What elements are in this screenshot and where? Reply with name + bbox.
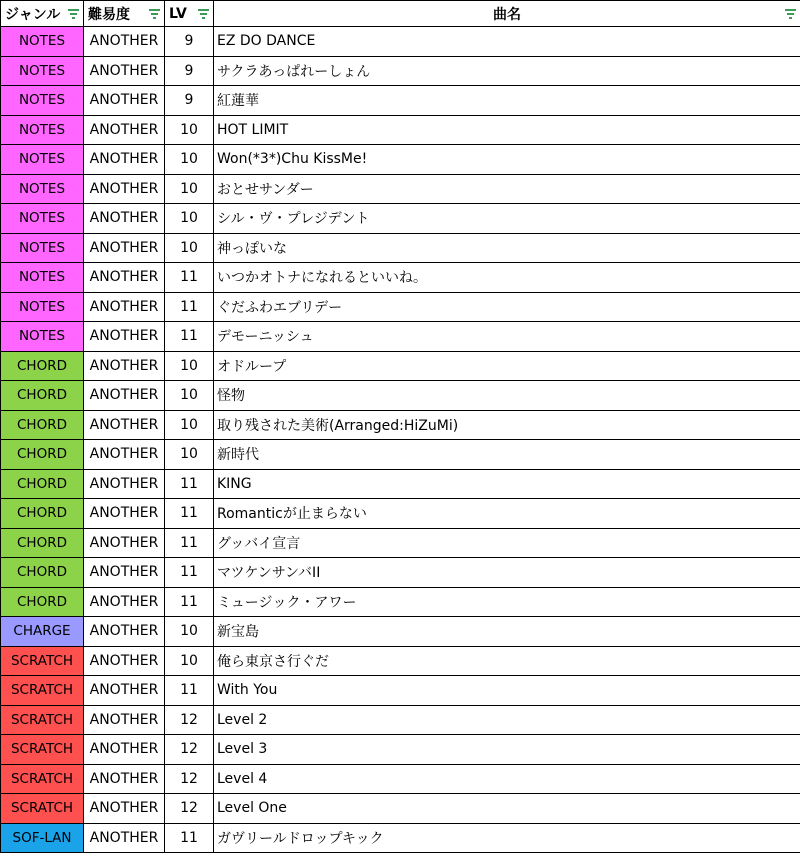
difficulty-cell[interactable]: ANOTHER — [84, 263, 165, 293]
table-row[interactable] — [1, 233, 800, 263]
difficulty-cell[interactable]: ANOTHER — [84, 204, 165, 234]
title-cell[interactable]: ぐだふわエブリデー — [214, 292, 800, 322]
genre-cell[interactable]: SCRATCH — [1, 676, 84, 706]
table-row[interactable] — [1, 705, 800, 735]
title-cell[interactable]: With You — [214, 676, 800, 706]
genre-cell[interactable]: CHORD — [1, 469, 84, 499]
table-row[interactable] — [1, 558, 800, 588]
difficulty-cell[interactable]: ANOTHER — [84, 56, 165, 86]
genre-cell[interactable]: CHORD — [1, 558, 84, 588]
table-row[interactable] — [1, 794, 800, 824]
genre-cell[interactable]: NOTES — [1, 233, 84, 263]
difficulty-cell[interactable]: ANOTHER — [84, 351, 165, 381]
table-row[interactable] — [1, 56, 800, 86]
level-cell[interactable]: 10 — [165, 233, 214, 263]
level-cell[interactable]: 10 — [165, 351, 214, 381]
level-cell[interactable]: 12 — [165, 705, 214, 735]
level-cell[interactable]: 9 — [165, 27, 214, 57]
title-cell[interactable]: ミュージック・アワー — [214, 587, 800, 617]
table-row[interactable] — [1, 528, 800, 558]
genre-cell[interactable]: CHORD — [1, 499, 84, 529]
title-cell[interactable]: シル・ヴ・プレジデント — [214, 204, 800, 234]
difficulty-cell[interactable]: ANOTHER — [84, 322, 165, 352]
level-cell[interactable]: 11 — [165, 823, 214, 853]
table-row[interactable] — [1, 322, 800, 352]
level-cell[interactable]: 11 — [165, 558, 214, 588]
genre-cell[interactable]: NOTES — [1, 322, 84, 352]
difficulty-cell[interactable]: ANOTHER — [84, 735, 165, 765]
table-row[interactable] — [1, 381, 800, 411]
table-row[interactable] — [1, 499, 800, 529]
difficulty-cell[interactable]: ANOTHER — [84, 528, 165, 558]
column-header-title-label: 曲名 — [493, 6, 521, 23]
level-cell[interactable]: 10 — [165, 115, 214, 145]
title-cell[interactable]: 取り残された美術(Arranged:HiZuMi) — [214, 410, 800, 440]
level-cell[interactable]: 9 — [165, 56, 214, 86]
level-cell[interactable]: 12 — [165, 735, 214, 765]
difficulty-cell[interactable]: ANOTHER — [84, 440, 165, 470]
title-cell[interactable]: Romanticが止まらない — [214, 499, 800, 529]
title-cell[interactable]: 新時代 — [214, 440, 800, 470]
difficulty-cell[interactable]: ANOTHER — [84, 794, 165, 824]
level-cell[interactable]: 10 — [165, 145, 214, 175]
title-cell[interactable]: サクラあっぱれーしょん — [214, 56, 800, 86]
column-header-level-label: LV — [169, 5, 187, 22]
difficulty-cell[interactable]: ANOTHER — [84, 233, 165, 263]
title-cell[interactable]: 新宝島 — [214, 617, 800, 647]
genre-cell[interactable]: NOTES — [1, 145, 84, 175]
level-cell[interactable]: 10 — [165, 204, 214, 234]
title-cell[interactable]: 紅蓮華 — [214, 86, 800, 116]
title-cell[interactable]: おとせサンダー — [214, 174, 800, 204]
difficulty-cell[interactable]: ANOTHER — [84, 410, 165, 440]
difficulty-cell[interactable]: ANOTHER — [84, 381, 165, 411]
column-header-genre[interactable] — [1, 1, 84, 27]
column-header-difficulty[interactable] — [84, 1, 165, 27]
genre-cell[interactable]: SCRATCH — [1, 735, 84, 765]
level-cell[interactable]: 12 — [165, 764, 214, 794]
title-cell[interactable]: ガヴリールドロップキック — [214, 823, 800, 853]
level-cell[interactable]: 11 — [165, 322, 214, 352]
table-row[interactable] — [1, 292, 800, 322]
genre-cell[interactable]: NOTES — [1, 115, 84, 145]
genre-cell[interactable]: CHORD — [1, 381, 84, 411]
level-cell[interactable]: 10 — [165, 440, 214, 470]
table-row[interactable] — [1, 764, 800, 794]
filter-icon[interactable] — [68, 9, 79, 19]
title-cell[interactable]: Level 3 — [214, 735, 800, 765]
title-cell[interactable]: Level One — [214, 794, 800, 824]
difficulty-cell[interactable]: ANOTHER — [84, 469, 165, 499]
genre-cell[interactable]: SOF-LAN — [1, 823, 84, 853]
genre-cell[interactable]: NOTES — [1, 263, 84, 293]
difficulty-cell[interactable]: ANOTHER — [84, 292, 165, 322]
title-cell[interactable]: 怪物 — [214, 381, 800, 411]
title-cell[interactable]: デモーニッシュ — [214, 322, 800, 352]
table-body — [1, 27, 800, 853]
genre-cell[interactable]: NOTES — [1, 292, 84, 322]
title-cell[interactable]: Level 4 — [214, 764, 800, 794]
table-row[interactable] — [1, 440, 800, 470]
level-cell[interactable]: 11 — [165, 587, 214, 617]
difficulty-cell[interactable]: ANOTHER — [84, 115, 165, 145]
genre-cell[interactable]: CHARGE — [1, 617, 84, 647]
difficulty-cell[interactable]: ANOTHER — [84, 646, 165, 676]
header-row — [1, 1, 800, 27]
level-cell[interactable]: 10 — [165, 381, 214, 411]
genre-cell[interactable]: NOTES — [1, 204, 84, 234]
genre-cell[interactable]: CHORD — [1, 440, 84, 470]
filter-icon[interactable] — [198, 9, 209, 19]
table-row[interactable] — [1, 469, 800, 499]
title-cell[interactable]: Level 2 — [214, 705, 800, 735]
difficulty-cell[interactable]: ANOTHER — [84, 558, 165, 588]
title-cell[interactable]: オドループ — [214, 351, 800, 381]
level-cell[interactable]: 9 — [165, 86, 214, 116]
genre-cell[interactable]: NOTES — [1, 27, 84, 57]
table-row[interactable] — [1, 86, 800, 116]
difficulty-cell[interactable]: ANOTHER — [84, 617, 165, 647]
difficulty-cell[interactable]: ANOTHER — [84, 676, 165, 706]
genre-cell[interactable]: CHORD — [1, 528, 84, 558]
title-cell[interactable]: 神っぽいな — [214, 233, 800, 263]
table-row[interactable] — [1, 115, 800, 145]
level-cell[interactable]: 11 — [165, 292, 214, 322]
filter-icon[interactable] — [785, 9, 796, 19]
table-row[interactable] — [1, 676, 800, 706]
genre-cell[interactable]: NOTES — [1, 56, 84, 86]
title-cell[interactable]: マツケンサンバII — [214, 558, 800, 588]
difficulty-cell[interactable]: ANOTHER — [84, 587, 165, 617]
table-row[interactable] — [1, 263, 800, 293]
title-cell[interactable]: Won(*3*)Chu KissMe! — [214, 145, 800, 175]
filter-icon[interactable] — [149, 9, 160, 19]
genre-cell[interactable]: NOTES — [1, 86, 84, 116]
table-row[interactable] — [1, 204, 800, 234]
title-cell[interactable]: HOT LIMIT — [214, 115, 800, 145]
genre-cell[interactable]: SCRATCH — [1, 646, 84, 676]
table-row[interactable] — [1, 27, 800, 57]
difficulty-cell[interactable]: ANOTHER — [84, 705, 165, 735]
difficulty-cell[interactable]: ANOTHER — [84, 823, 165, 853]
genre-cell[interactable]: SCRATCH — [1, 794, 84, 824]
difficulty-cell[interactable]: ANOTHER — [84, 499, 165, 529]
title-cell[interactable]: いつかオトナになれるといいね。 — [214, 263, 800, 293]
table-row[interactable] — [1, 823, 800, 853]
difficulty-cell[interactable]: ANOTHER — [84, 86, 165, 116]
level-cell[interactable]: 12 — [165, 794, 214, 824]
genre-cell[interactable]: NOTES — [1, 174, 84, 204]
column-header-genre-label: ジャンル — [5, 6, 61, 23]
level-cell[interactable]: 10 — [165, 174, 214, 204]
table-row[interactable] — [1, 351, 800, 381]
level-cell[interactable]: 10 — [165, 646, 214, 676]
difficulty-cell[interactable]: ANOTHER — [84, 764, 165, 794]
genre-cell[interactable]: CHORD — [1, 351, 84, 381]
difficulty-cell[interactable]: ANOTHER — [84, 27, 165, 57]
level-cell[interactable]: 10 — [165, 410, 214, 440]
column-header-title[interactable] — [214, 1, 800, 27]
column-header-difficulty-label: 難易度 — [88, 6, 130, 23]
genre-cell[interactable]: CHORD — [1, 587, 84, 617]
difficulty-cell[interactable]: ANOTHER — [84, 145, 165, 175]
level-cell[interactable]: 10 — [165, 617, 214, 647]
level-cell[interactable]: 11 — [165, 676, 214, 706]
table-row[interactable] — [1, 735, 800, 765]
title-cell[interactable]: EZ DO DANCE — [214, 27, 800, 57]
level-cell[interactable]: 11 — [165, 499, 214, 529]
title-cell[interactable]: グッバイ宣言 — [214, 528, 800, 558]
level-cell[interactable]: 11 — [165, 528, 214, 558]
table-row[interactable] — [1, 410, 800, 440]
title-cell[interactable]: 俺ら東京さ行ぐだ — [214, 646, 800, 676]
table-row[interactable] — [1, 174, 800, 204]
table-row[interactable] — [1, 617, 800, 647]
title-cell[interactable]: KING — [214, 469, 800, 499]
genre-cell[interactable]: SCRATCH — [1, 764, 84, 794]
level-cell[interactable]: 11 — [165, 469, 214, 499]
genre-cell[interactable]: SCRATCH — [1, 705, 84, 735]
level-cell[interactable]: 11 — [165, 263, 214, 293]
table-row[interactable] — [1, 145, 800, 175]
column-header-level[interactable] — [165, 1, 214, 27]
table-row[interactable] — [1, 587, 800, 617]
table-row[interactable] — [1, 646, 800, 676]
difficulty-cell[interactable]: ANOTHER — [84, 174, 165, 204]
genre-cell[interactable]: CHORD — [1, 410, 84, 440]
